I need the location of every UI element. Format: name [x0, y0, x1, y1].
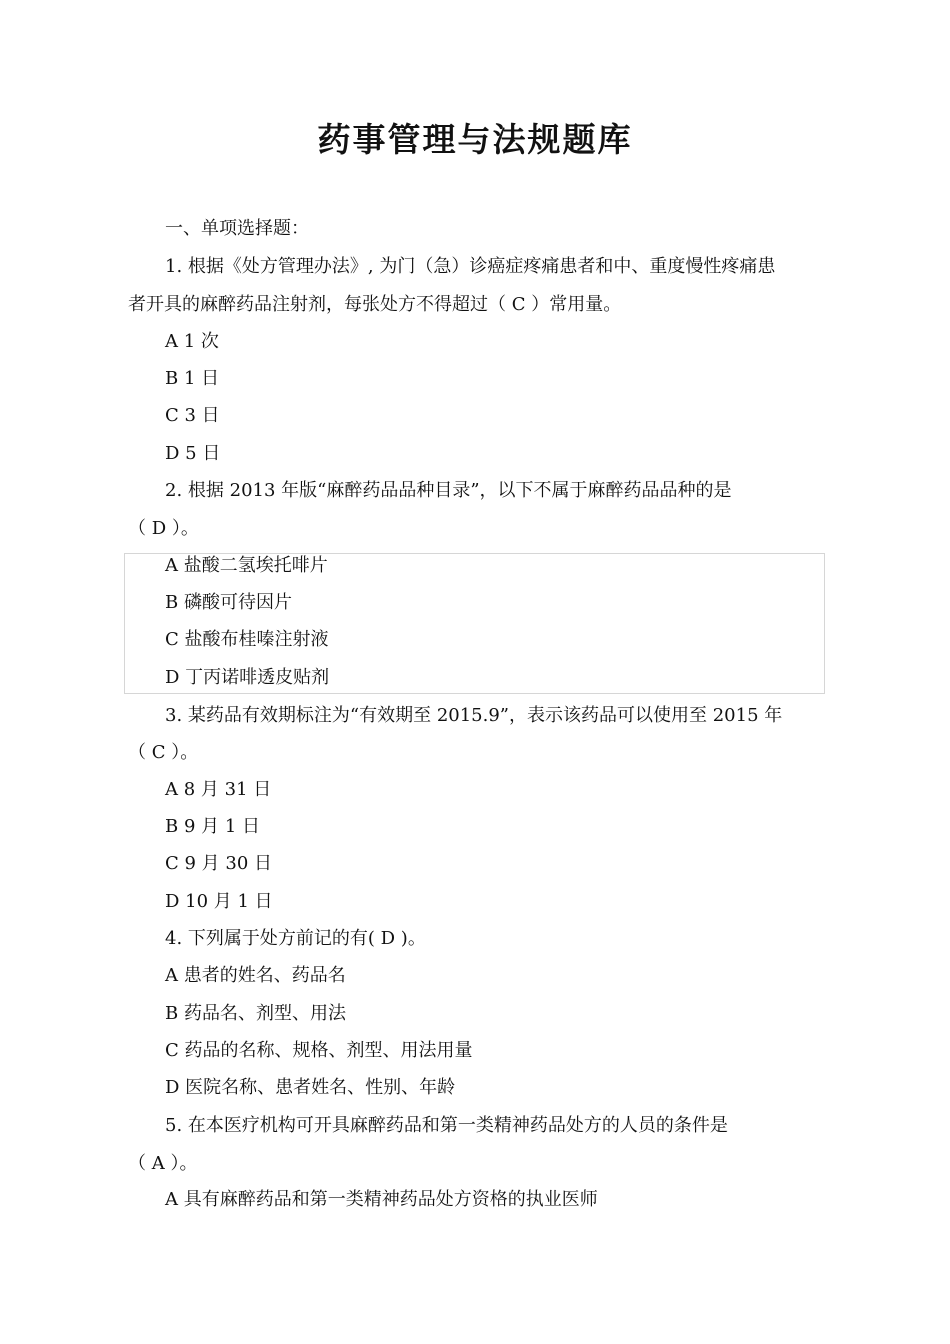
question-2-option-c: C 盐酸布桂嗪注射液 [165, 629, 329, 650]
question-5-text-cont: （ A ）。 [128, 1153, 198, 1174]
question-4-option-b: B 药品名、剂型、用法 [165, 1003, 346, 1024]
question-1-option-d: D 5 日 [165, 443, 221, 464]
question-2-option-a: A 盐酸二氢埃托啡片 [165, 555, 328, 576]
question-1-option-c: C 3 日 [165, 405, 220, 426]
question-3-option-a: A 8 月 31 日 [165, 779, 272, 800]
question-3-option-b: B 9 月 1 日 [165, 816, 261, 837]
question-3-option-d: D 10 月 1 日 [165, 891, 273, 912]
question-1-option-a: A 1 次 [165, 331, 219, 352]
question-3-text: 3. 某药品有效期标注为“有效期至 2015.9”，表示该药品可以使用至 2015 年 [165, 705, 783, 726]
question-5-option-a: A 具有麻醉药品和第一类精神药品处方资格的执业医师 [165, 1189, 598, 1210]
question-4-option-a: A 患者的姓名、药品名 [165, 965, 346, 986]
question-3-text-cont: （ C ）。 [128, 742, 199, 763]
question-4-option-d: D 医院名称、患者姓名、性别、年龄 [165, 1077, 456, 1098]
question-4-text: 4. 下列属于处方前记的有( D )。 [165, 928, 426, 949]
question-4-option-c: C 药品的名称、规格、剂型、用法用量 [165, 1040, 473, 1061]
document-title: 药事管理与法规题库 [317, 120, 633, 159]
question-3-option-c: C 9 月 30 日 [165, 853, 273, 874]
question-5-text: 5. 在本医疗机构可开具麻醉药品和第一类精神药品处方的人员的条件是 [165, 1115, 728, 1136]
section-heading: 一、单项选择题： [165, 218, 309, 239]
question-2-option-d: D 丁丙诺啡透皮贴剂 [165, 667, 330, 688]
question-2-option-b: B 磷酸可待因片 [165, 592, 292, 613]
question-2-text: 2. 根据 2013 年版“麻醉药品品种目录”，以下不属于麻醉药品品种的是 [165, 480, 732, 501]
question-1-option-b: B 1 日 [165, 368, 220, 389]
question-2-text-cont: （ D ）。 [128, 518, 199, 539]
question-1-text-cont: 者开具的麻醉药品注射剂，每张处方不得超过（ C ）常用量。 [128, 294, 622, 315]
question-1-text: 1. 根据《处方管理办法》, 为门（急）诊癌症疼痛患者和中、重度慢性疼痛患 [165, 256, 776, 277]
